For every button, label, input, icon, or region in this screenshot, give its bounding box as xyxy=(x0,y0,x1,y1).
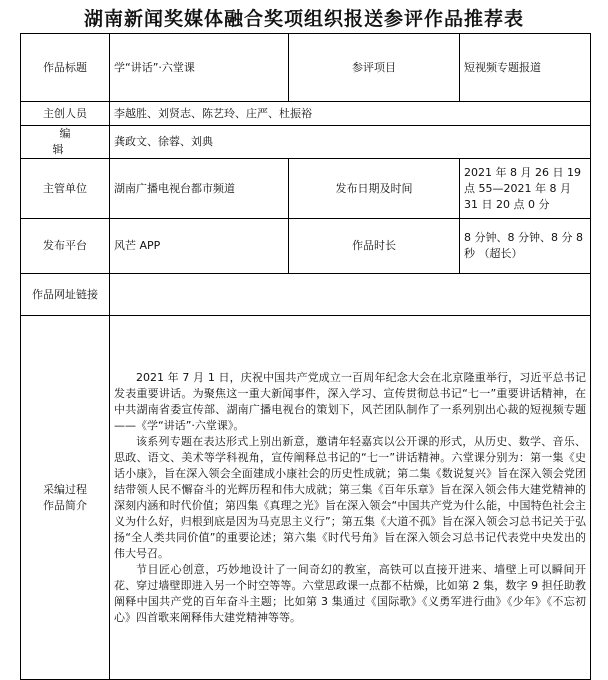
row-unit xyxy=(21,159,591,219)
work-title-value: 学“讲话”·六堂课 xyxy=(110,34,289,102)
unit-label: 主管单位 xyxy=(21,159,110,219)
intro-paragraph: 2021 年 7 月 1 日，庆祝中国共产党成立一百周年纪念大会在北京隆重举行，习近平总书记发表重要讲话。为聚焦这一重大新闻事件，深入学习、宣传贯彻总书记“七一”重要讲话精神，在中共湖南省委宣传部、湖南广播电视台的策划下，风芒团队制作了一系列别出心裁的短视频专题——《学“讲话”·六堂课》。 xyxy=(114,370,586,432)
category-value: 短视频专题报道 xyxy=(460,34,591,102)
row-editors xyxy=(21,126,591,159)
work-title-label: 作品标题 xyxy=(21,34,110,102)
editors-value: 龚政文、徐蓉、刘典 xyxy=(110,126,591,159)
unit-value: 湖南广播电视台都市频道 xyxy=(110,159,289,219)
creators-label: 主创人员 xyxy=(21,102,110,126)
category-label: 参评项目 xyxy=(289,34,460,102)
publish-date-label: 发布日期及时间 xyxy=(289,159,460,219)
row-work-title xyxy=(21,34,591,102)
page-title: 湖南新闻奖媒体融合奖项组织报送参评作品推荐表 xyxy=(83,8,524,30)
platform-label: 发布平台 xyxy=(21,219,110,274)
intro-body xyxy=(110,316,591,680)
recommendation-form xyxy=(20,33,591,680)
platform-value: 风芒 APP xyxy=(110,219,289,274)
intro-paragraph: 节目匠心创意，巧妙地设计了一间奇幻的教室，高铁可以直接开进来、墙壁上可以瞬间开花、穿过墙壁即进入另一个时空等等。六堂思政课一点都不枯燥，比如第 2 集，数字 9 担任助教阐释中国共产党的百年奋斗主题；比如第 3 集通过《国际歌》《义勇军进行曲》《少年》《不忘初心》四首歌来阐释伟大建党精神等等。 xyxy=(114,562,586,624)
row-platform xyxy=(21,219,591,274)
row-creators xyxy=(21,102,591,126)
link-value xyxy=(110,274,591,316)
duration-value: 8 分钟、8 分钟、8 分 8 秒 （超长） xyxy=(460,219,591,274)
row-link xyxy=(21,274,591,316)
intro-paragraph: 该系列专题在表达形式上别出新意，邀请年轻嘉宾以公开课的形式，从历史、数学、音乐、思政、语文、美术等学科视角，宣传阐释总书记的“七一”讲话精神。六堂课分别为：第一集《史话小康》，旨在深入领会全面建成小康社会的历史性成就；第二集《数说复兴》旨在深入领会党团结带领人民不懈奋斗的光辉历程和伟大成就；第三集《百年乐章》旨在深入领会伟大建党精神的深刻内涵和时代价值；第四集《真理之光》旨在深入领会“中国共产党为什么能，中国特色社会主义为什么好，归根到底是因为马克思主义行”；第五集《大道不孤》旨在深入领会习总书记关于弘扬“全人类共同价值”的重要论述；第六集《时代号角》旨在深入领会习总书记代表党中央发出的伟大号召。 xyxy=(114,434,586,560)
row-intro xyxy=(21,316,591,680)
editors-label: 编 辑 xyxy=(52,127,110,156)
duration-label: 作品时长 xyxy=(289,219,460,274)
intro-label: 采编过程 作品简介 xyxy=(21,316,110,680)
creators-value: 李越胜、刘贤志、陈艺玲、庄严、杜振裕 xyxy=(110,102,591,126)
link-label: 作品网址链接 xyxy=(21,274,110,316)
publish-date-value: 2021 年 8 月 26 日 19 点 55—2021 年 8 月 31 日 20 点 0 分 xyxy=(460,159,591,219)
